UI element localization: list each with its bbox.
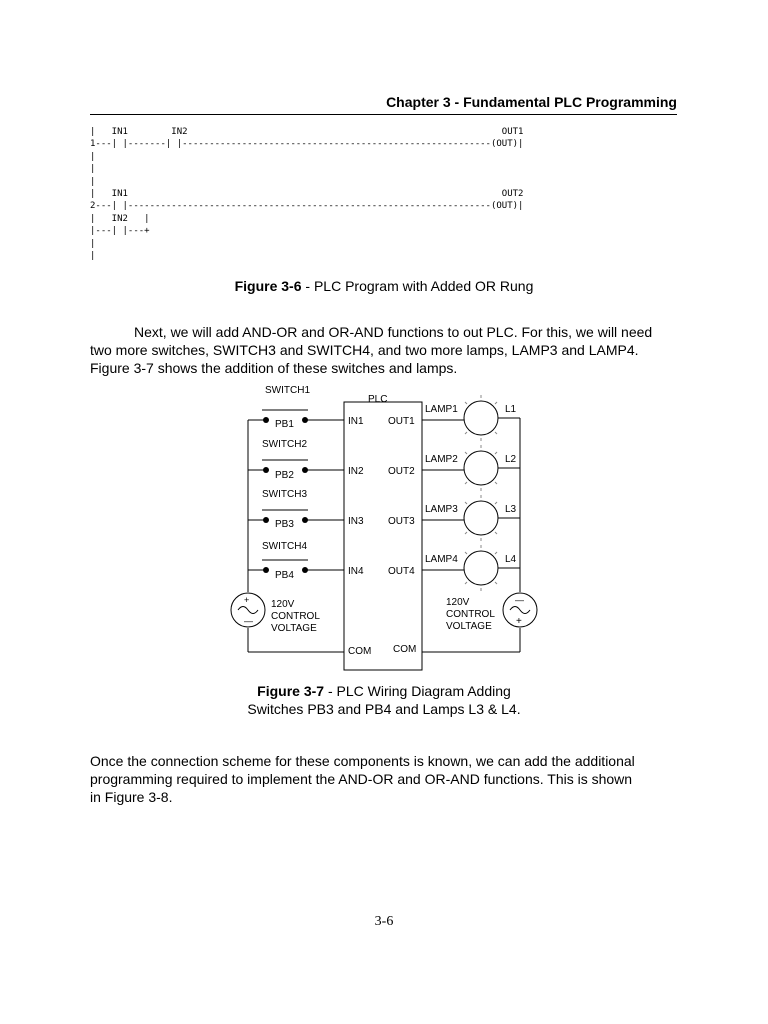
plc-output-label: OUT3: [388, 516, 415, 527]
plc-input-label: IN1: [348, 416, 364, 427]
paragraph-2-line-1: Once the connection scheme for these components is known, we can add the additional: [90, 753, 635, 769]
plc-output-label: OUT4: [388, 566, 415, 577]
lamp-icon: [464, 551, 498, 585]
ladder-line: 1---| |-------| |---------------------------------------------------------(OUT)|: [90, 139, 524, 150]
pb-label: PB3: [275, 519, 294, 530]
plc-output-label: OUT1: [388, 416, 415, 427]
com-right-label: COM: [393, 644, 417, 655]
figure-3-6-text: - PLC Program with Added OR Rung: [301, 278, 534, 294]
plus-sign: +: [516, 616, 522, 627]
plc-input-label: IN4: [348, 566, 364, 577]
figure-3-7-caption: [0, 682, 768, 718]
lamp-label: LAMP2: [425, 454, 458, 465]
ladder-line: |: [90, 151, 96, 162]
paragraph-1-line-3: Figure 3-7 shows the addition of these switches and lamps.: [90, 360, 458, 376]
ladder-line: |: [90, 251, 96, 262]
right-supply-line-3: VOLTAGE: [446, 621, 492, 632]
paragraph-2-line-3: in Figure 3-8.: [90, 789, 173, 805]
switch-label: SWITCH4: [262, 541, 307, 552]
left-supply-line-2: CONTROL: [271, 611, 320, 622]
plc-input-label: IN3: [348, 516, 364, 527]
lamp-label: LAMP1: [425, 404, 458, 415]
plc-label: PLC: [368, 394, 388, 405]
figure-3-7-text: - PLC Wiring Diagram Adding: [324, 683, 511, 699]
l-label: L4: [505, 554, 517, 565]
l-label: L3: [505, 504, 517, 515]
paragraph-1-line-1: Next, we will add AND-OR and OR-AND functions to out PLC. For this, we will need: [134, 324, 653, 340]
pb-label: PB2: [275, 470, 294, 481]
figure-3-6-label: Figure 3-6: [234, 278, 302, 294]
lamp-icon: [464, 501, 498, 535]
minus-sign: —: [515, 595, 524, 605]
ladder-line: |: [90, 176, 96, 187]
ladder-line: |: [90, 238, 96, 249]
left-supply-line-1: 120V: [271, 599, 295, 610]
left-supply-line-3: VOLTAGE: [271, 623, 317, 634]
lamp-icon: [464, 401, 498, 435]
sine-wave-icon: [238, 607, 258, 614]
lamp-label: LAMP3: [425, 504, 458, 515]
switch-label: SWITCH1: [265, 385, 310, 396]
ladder-line: | IN1 OUT2: [90, 189, 524, 200]
switch-label: SWITCH3: [262, 489, 307, 500]
paragraph-2-line-2: programming required to implement the AND-OR and OR-AND functions. This is shown: [90, 771, 633, 787]
plc-input-label: IN2: [348, 466, 364, 477]
pb-label: PB4: [275, 570, 294, 581]
plus-sign: +: [244, 595, 250, 605]
paragraph-2: [90, 752, 690, 806]
right-supply-line-1: 120V: [446, 597, 470, 608]
sine-wave-icon: [510, 607, 530, 614]
ladder-line: |---| |---+: [90, 226, 150, 237]
pb-label: PB1: [275, 419, 294, 430]
com-left-label: COM: [348, 646, 372, 657]
ladder-line: | IN1 IN2 OUT1: [90, 127, 524, 137]
plc-box: [344, 402, 422, 670]
paragraph-1-line-2: two more switches, SWITCH3 and SWITCH4, and two more lamps, LAMP3 and LAMP4.: [90, 342, 639, 358]
l-label: L1: [505, 404, 517, 415]
figure-3-7-text-line-2: Switches PB3 and PB4 and Lamps L3 & L4.: [247, 701, 521, 717]
page-number: 3-6: [374, 914, 394, 929]
plc-output-label: OUT2: [388, 466, 415, 477]
switch-label: SWITCH2: [262, 439, 307, 450]
l-label: L2: [505, 454, 517, 465]
ladder-line: |: [90, 164, 96, 175]
ladder-line: | IN2 |: [90, 213, 150, 224]
figure-3-7-label: Figure 3-7: [257, 683, 325, 699]
right-supply-line-2: CONTROL: [446, 609, 495, 620]
ladder-line: 2---| |-------------------------------------------------------------------(OUT)|: [90, 201, 524, 212]
chapter-header: Chapter 3 - Fundamental PLC Programming: [386, 94, 677, 110]
minus-sign: —: [244, 616, 253, 626]
lamp-icon: [464, 451, 498, 485]
lamp-label: LAMP4: [425, 554, 458, 565]
